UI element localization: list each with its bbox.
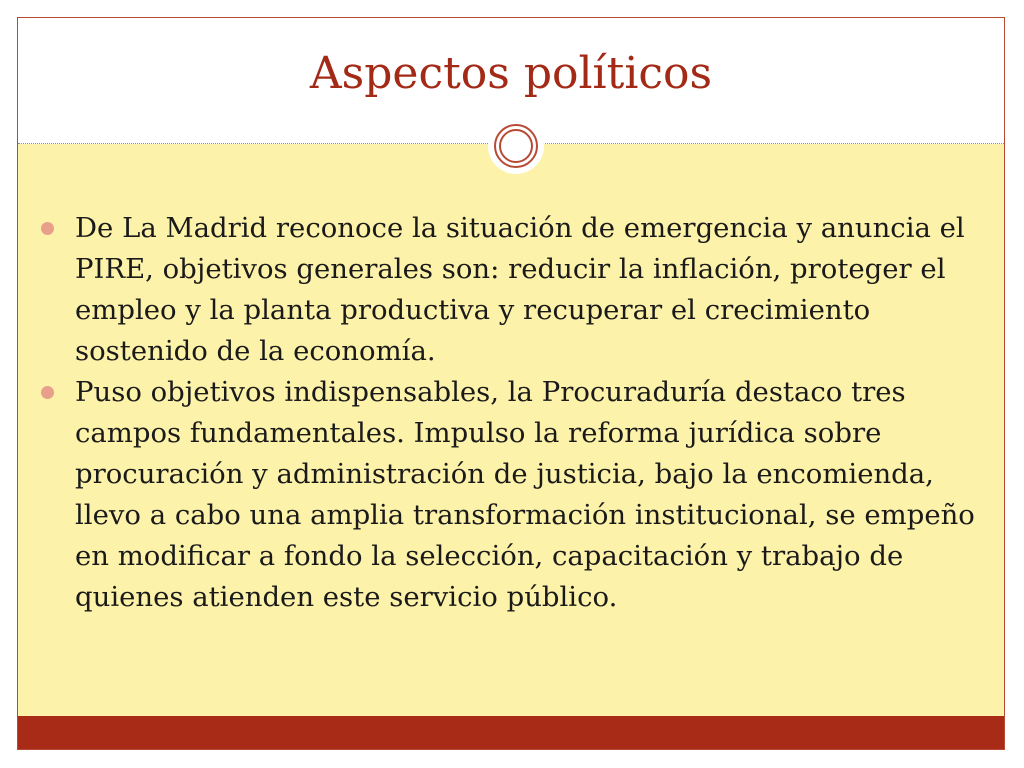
bullet-text: De La Madrid reconoce la situación de emergencia y anuncia el PIRE, objetivos generales son: reducir la inflación, proteger el empleo y la planta productiva y recuperar el crecimiento sostenido de la economía. [75, 212, 965, 367]
slide-title: Aspectos políticos [309, 48, 713, 99]
bullet-list [18, 208, 1004, 618]
footer-bar [18, 716, 1004, 750]
slide [17, 17, 1005, 750]
round-bullet-icon [41, 222, 54, 235]
ornament-ring [494, 124, 538, 168]
round-bullet-icon [41, 386, 54, 399]
bullet-text: Puso objetivos indispensables, la Procuraduría destaco tres campos fundamentales. Impulso la reforma jurídica sobre procuración y administración de justicia, bajo la encomienda, llevo a cabo una amplia transformación institucional, se empeño en modificar a fondo la selección, capacitación y trabajo de quienes atienden este servicio público. [75, 376, 975, 613]
bullet-item [18, 208, 1004, 372]
double-circle-icon [488, 118, 544, 174]
bullet-item [18, 372, 1004, 618]
